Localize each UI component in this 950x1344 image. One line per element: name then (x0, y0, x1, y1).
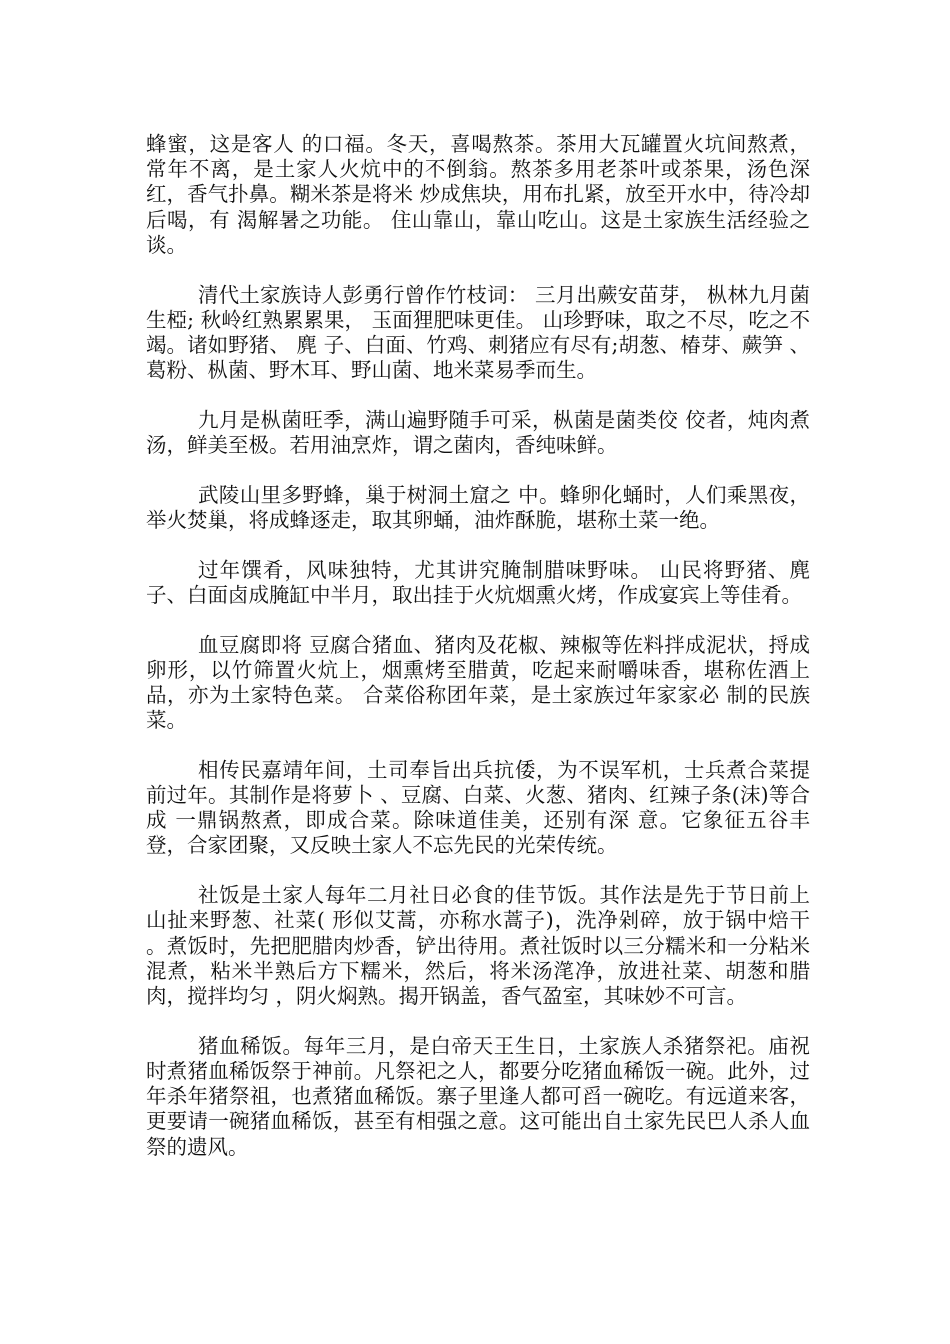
paragraph-pig-blood-porridge: 猪血稀饭。每年三月，是白帝天王生日，土家族人杀猪祭祀。庙祝时煮猪血稀饭祭于神前。凡祭祀之人，都要分吃猪血稀饭一碗。此外，过年杀年猪祭祖，也煮猪血稀饭。寨子里逢人都可舀一碗吃。有远道来客，更要请一碗猪血稀饭，甚至有相强之意。这可能出自土家先民巴人杀人血祭的遗风。 (146, 1033, 810, 1159)
paragraph-cured-meat: 过年馔肴，风味独特，尤其讲究腌制腊味野味。 山民将野猪、麂子、白面卤成腌缸中半月，取出挂于火炕烟熏火烤，作成宴宾上等佳肴。 (146, 557, 810, 607)
paragraph-mushrooms: 九月是枞菌旺季，满山遍野随手可采，枞菌是菌类佼 佼者，炖肉煮汤，鲜美至极。若用油烹炸，谓之菌肉，香纯味鲜。 (146, 407, 810, 458)
paragraph-hecai: 相传民嘉靖年间，土司奉旨出兵抗倭，为不误军机，士兵煮合菜提前过年。其制作是将萝卜 、豆腐、白菜、火葱、猪肉、红辣子条(沫)等合成 一鼎锅熬煮，即成合菜。除味道佳美，还别有深 意。它象征五谷丰登，合家团聚，又反映土家人不忘先民的光荣传统。 (146, 757, 810, 858)
document-page (146, 132, 810, 1184)
paragraph-honey-tea: 蜂蜜，这是客人 的口福。冬天，喜喝熬茶。茶用大瓦罐置火坑间熬煮， 常年不离，是土家人火炕中的不倒翁。熬茶多用老茶叶或茶果，汤色深红，香气扑鼻。糊米茶是将米 炒成焦块，用布扎紧，放至开水中，待冷却后喝，有 渴解暑之功能。 住山靠山，靠山吃山。这是土家族生活经验之谈。 (146, 132, 810, 257)
paragraph-poem-wild-food: 清代土家族诗人彭勇行曾作竹枝词： 三月出蕨安苗芽， 枞林九月菌生椏; 秋岭红熟累累果， 玉面狸肥味更佳。 山珍野味，取之不尽，吃之不竭。诸如野猪、 麂 子、白面、竹鸡、刺猪应有尽有;胡葱、椿芽、蕨笋 、葛粉、枞菌、野木耳、野山菌、地米菜易季而生。 (146, 282, 810, 383)
paragraph-shefan: 社饭是土家人每年二月社日必食的佳节饭。其作法是先于节日前上山扯来野葱、社菜( 形似艾蒿，亦称水蒿子)，洗净剁碎，放于锅中焙干 。煮饭时，先把肥腊肉炒香，铲出待用。煮社饭时以三分糯米和一分粘米混煮，粘米半熟后方下糯米，然后，将米汤滗净，放进社菜、胡葱和腊肉，搅拌均匀 ，阴火焖熟。揭开锅盖，香气盈室，其味妙不可言。 (146, 883, 810, 1008)
paragraph-blood-tofu: 血豆腐即将 豆腐合猪血、猪肉及花椒、辣椒等佐料拌成泥状，捋成卵形，以竹筛置火炕上，烟熏烤至腊黄，吃起来耐嚼味香，堪称佐酒上品，亦为土家特色菜。 合菜俗称团年菜，是土家族过年家家必 制的民族菜。 (146, 632, 810, 733)
paragraph-wild-bees: 武陵山里多野蜂，巢于树洞土窟之 中。蜂卵化蛹时，人们乘黑夜，举火焚巢，将成蜂逐走，取其卵蛹，油炸酥脆，堪称土菜一绝。 (146, 482, 810, 532)
